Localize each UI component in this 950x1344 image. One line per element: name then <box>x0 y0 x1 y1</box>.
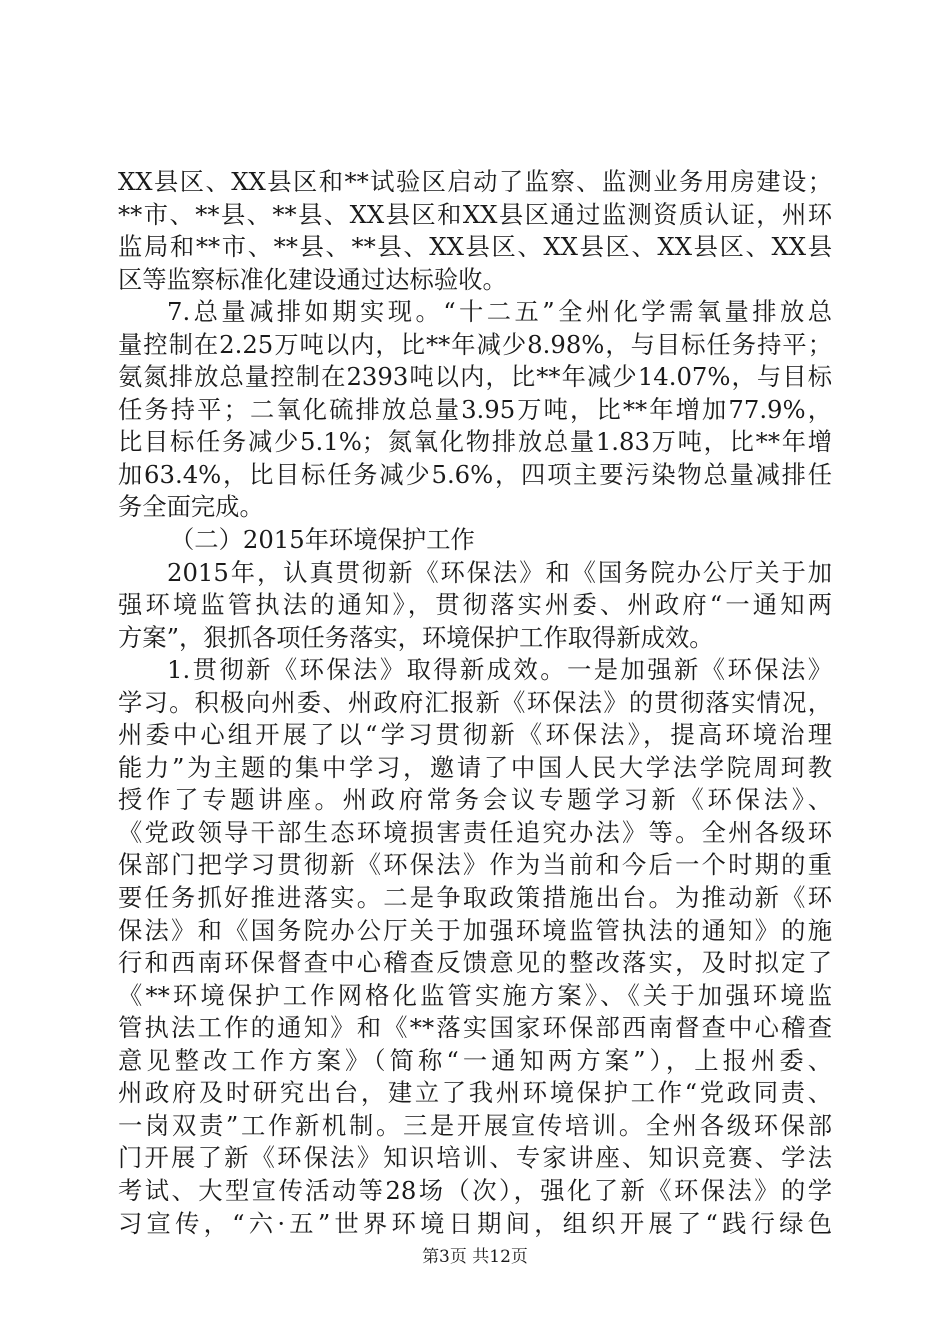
text-line: 强环境监管执法的通知》，贯彻落实州委、州政府“一通知两 <box>118 590 832 620</box>
text-line: 比目标任务减少5.1%；氮氧化物排放总量1.83万吨，比**年增 <box>118 427 832 457</box>
text-line: 行和西南环保督查中心稽查反馈意见的整改落实，及时拟定了 <box>118 948 832 978</box>
text-line: 能力”为主题的集中学习，邀请了中国人民大学法学院周珂教 <box>118 752 832 782</box>
text-line: 加63.4%，比目标任务减少5.6%，四项主要污染物总量减排任 <box>118 459 832 489</box>
text-line: 授作了专题讲座。州政府常务会议专题学习新《环保法》、 <box>118 785 832 815</box>
text-line: 氨氮排放总量控制在2393吨以内，比**年减少14.07%，与目标 <box>118 362 832 392</box>
text-line: 方案”，狠抓各项任务落实，环境保护工作取得新成效。 <box>118 622 714 652</box>
text-line: 《党政领导干部生态环境损害责任追究办法》等。全州各级环 <box>118 817 832 847</box>
text-line: 州委中心组开展了以“学习贯彻新《环保法》，提高环境治理 <box>118 720 832 750</box>
text-line: 任务持平；二氧化硫排放总量3.95万吨，比**年增加77.9%， <box>118 394 832 424</box>
document-body <box>118 166 832 1240</box>
text-line: 管执法工作的通知》和《**落实国家环保部西南督查中心稽查 <box>118 1013 832 1043</box>
text-line: **市、**县、**县、XX县区和XX县区通过监测资质认证，州环 <box>118 199 832 229</box>
text-line: 意见整改工作方案》（简称“一通知两方案”），上报州委、 <box>118 1045 832 1075</box>
text-line: （二）2015年环境保护工作 <box>170 525 475 555</box>
text-line: 2015年，认真贯彻新《环保法》和《国务院办公厅关于加 <box>167 557 832 587</box>
text-line: 学习。积极向州委、州政府汇报新《环保法》的贯彻落实情况， <box>118 687 832 717</box>
text-line: 要任务抓好推进落实。二是争取政策措施出台。为推动新《环 <box>118 883 832 913</box>
text-line: 量控制在2.25万吨以内，比**年减少8.98%，与目标任务持平； <box>118 329 832 359</box>
text-line: 区等监察标准化建设通过达标验收。 <box>118 264 507 294</box>
text-line: 习宣传，“六·五”世界环境日期间，组织开展了“践行绿色 <box>118 1208 832 1238</box>
text-line: 保法》和《国务院办公厅关于加强环境监管执法的通知》的施 <box>118 915 832 945</box>
text-line: 务全面完成。 <box>118 492 264 522</box>
text-line: 考试、大型宣传活动等28场（次），强化了新《环保法》的学 <box>118 1175 832 1205</box>
text-line: 保部门把学习贯彻新《环保法》作为当前和今后一个时期的重 <box>118 850 832 880</box>
text-line: 《**环境保护工作网格化监管实施方案》、《关于加强环境监 <box>118 980 832 1010</box>
page-footer: 第3页 共12页 <box>422 1247 528 1267</box>
text-line: 门开展了新《环保法》知识培训、专家讲座、知识竞赛、学法 <box>118 1143 832 1173</box>
text-line: 7.总量减排如期实现。“十二五”全州化学需氧量排放总 <box>167 297 832 327</box>
text-line: 一岗双责”工作新机制。三是开展宣传培训。全州各级环保部 <box>118 1110 832 1140</box>
text-line: 1.贯彻新《环保法》取得新成效。一是加强新《环保法》 <box>167 655 832 685</box>
text-line: XX县区、XX县区和**试验区启动了监察、监测业务用房建设； <box>118 167 832 196</box>
text-line: 监局和**市、**县、**县、XX县区、XX县区、XX县区、XX县 <box>118 232 832 262</box>
text-line: 州政府及时研究出台，建立了我州环境保护工作“党政同责、 <box>118 1078 832 1108</box>
